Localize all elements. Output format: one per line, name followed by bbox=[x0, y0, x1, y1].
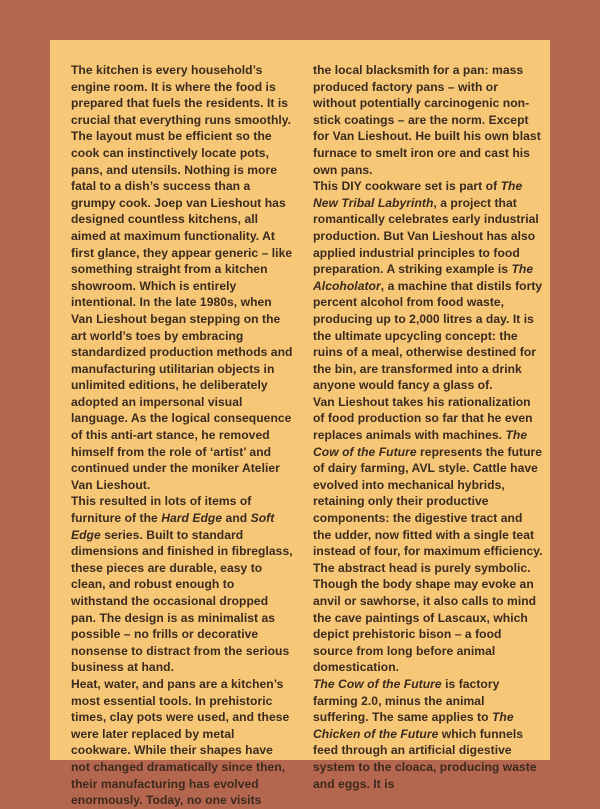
paragraph-kitchen-intro: The kitchen is every household’s engine room. It is where the food is prepared that fuels the residents. It is crucial that everything runs smoothly. The layout must be efficient so the cook can instinctively locate pots, pans, and utensils. Nothing is more fatal to a dish’s success than a grumpy cook. Joep van Lieshout has designed countless kitchens, all aimed at maximum functionality. At first glance, they appear generic – like something straight from a kitchen showroom. Which is entirely intentional. In the late 1980s, when Van Lieshout began stepping on the art world’s toes by embracing standardized production methods and manufacturing utilitarian objects in unlimited editions, he deliberately adopted an impersonal visual language. As the logical consequence of this anti-art stance, he removed himself from the role of ‘artist’ and continued under the moniker Atelier Van Lieshout. bbox=[71, 63, 293, 492]
title-cow-of-the-future-2: The Cow of the Future bbox=[313, 676, 442, 691]
paragraph-diy-cookware: This DIY cookware set is part of The New Tribal Labyrinth, a project that romantically celebrates early industrial production. But Van Lieshout has also applied industrial principles to food preparation. A striking example is The Alcoholator, a machine that distils forty percent alcohol from food waste, producing up to 2,000 litres a day. It is the ultimate upcycling concept: the ruins of a meal, otherwise destined for the bin, are transformed into a drink anyone would fancy a glass of. bbox=[313, 179, 543, 393]
left-text-column bbox=[71, 62, 293, 809]
paragraph-edge-series: This resulted in lots of items of furniture of the Hard Edge and Soft Edge series. Built to standard dimensions and finished in fibreglass, these pieces are durable, easy to clean, and robust enough to withstand the occasional dropped pan. The design is as minimalist as possible – no frills or decorative nonsense to distract from the serious business at hand. bbox=[71, 494, 293, 675]
paragraph-cow-of-future: Van Lieshout takes his rationalization of food production so far that he even replaces animals with machines. The Cow of the Future represents the future of dairy farming, AVL style. Cattle have evolved into mechanical hybrids, retaining only their productive components: the digestive tract and the udder, now fitted with a single teat instead of four, for maximum efficiency. The abstract head is purely symbolic. Though the body shape may evoke an anvil or sawhorse, it also calls to mind the cave paintings of Lascaux, which depict prehistoric bison – a food source from long before animal domestication. bbox=[313, 394, 543, 675]
document-page bbox=[50, 40, 550, 808]
title-new-tribal-labyrinth: The New Tribal Labyrinth bbox=[313, 179, 523, 210]
title-alcoholator: The Alcoholator bbox=[313, 262, 534, 293]
paragraph-kitchen-tools: Heat, water, and pans are a kitchen’s most essential tools. In prehistoric times, clay pots were used, and these were later replaced by metal cookware. While their shapes have not changed dramatically since then, their manufacturing has evolved enormously. Today, no one visits bbox=[71, 676, 290, 808]
paragraph-blacksmith: the local blacksmith for a pan: mass produced factory pans – with or without potentially carcinogenic non-stick coatings – are the norm. Except for Van Lieshout. He built his own blast furnace to smelt iron ore and cast his own pans. bbox=[313, 63, 541, 177]
title-soft-edge: Soft Edge bbox=[71, 511, 275, 542]
paragraph-factory-farming: The Cow of the Future is factory farming 2.0, minus the animal suffering. The same applies to The Chicken of the Future which funnels feed through an artificial digestive system to the cloaca, producing waste and eggs. It is bbox=[313, 676, 537, 791]
title-cow-of-the-future: The Cow of the Future bbox=[313, 428, 528, 459]
right-text-column bbox=[313, 62, 543, 792]
title-chicken-of-the-future: The Chicken of the Future bbox=[313, 710, 514, 741]
title-hard-edge: Hard Edge bbox=[161, 511, 223, 526]
